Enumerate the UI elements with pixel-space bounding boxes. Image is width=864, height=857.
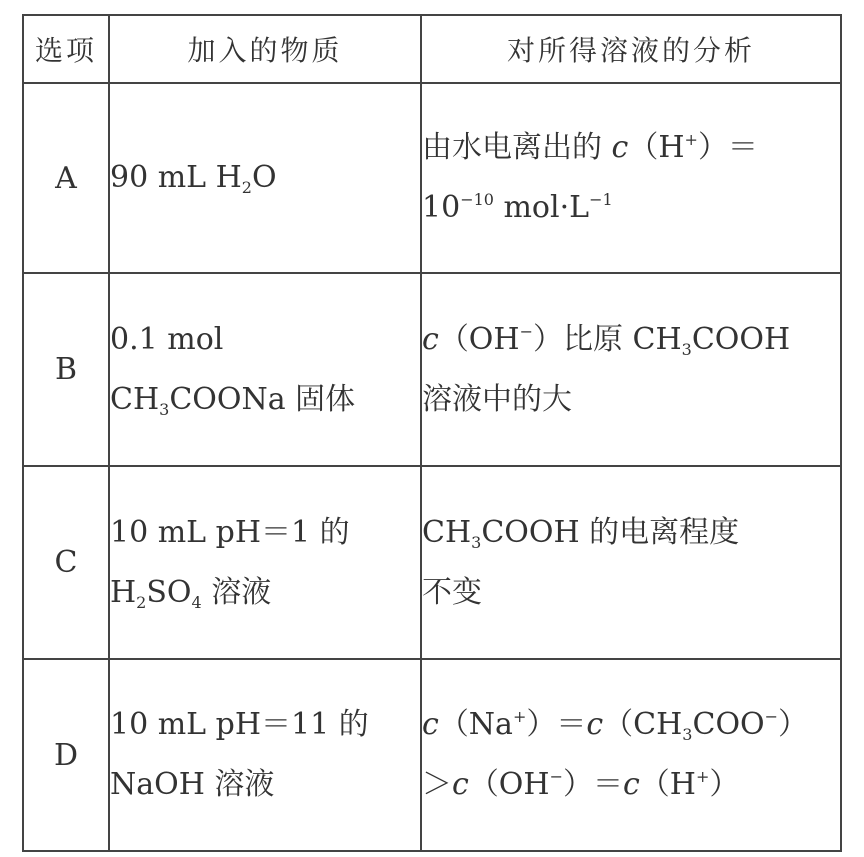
substance-c: [109, 466, 421, 659]
analysis-a-line2: $10^{-10}$ $mol\cdot L^{-1}$: [422, 190, 613, 225]
options-table: [22, 14, 842, 852]
substance-b: [109, 273, 421, 466]
analysis-d-line1: $c(Na^+)=c(CH_3COO^-)$: [422, 707, 809, 744]
analysis-a-line1: 由水电离出的 c（H+）＝: [422, 130, 758, 165]
analysis-c: [421, 466, 841, 659]
option-a: A: [23, 83, 109, 273]
analysis-b-line2: 溶液中的大: [422, 381, 572, 417]
substance-a: [109, 83, 421, 273]
table-row-d: [23, 659, 841, 851]
analysis-b: [421, 273, 841, 466]
substance-d-line1: 10 mL pH＝11 的: [110, 707, 369, 742]
analysis-d: [421, 659, 841, 851]
substance-d: [109, 659, 421, 851]
header-option: 选项: [23, 15, 109, 83]
option-d: D: [23, 659, 109, 851]
substance-a-line1: 90 mL $H_2O$: [110, 160, 277, 197]
analysis-b-line1: c（OH−）比原 $CH_3COOH$: [422, 321, 791, 359]
substance-d-line2: NaOH 溶液: [110, 767, 275, 802]
analysis-c-line2: 不变: [422, 574, 482, 610]
substance-c-line2: $H_2SO_4$ 溶液: [110, 574, 272, 612]
option-c: C: [23, 466, 109, 659]
substance-b-line2: $CH_3COONa$ 固体: [110, 381, 356, 419]
analysis-a: [421, 83, 841, 273]
analysis-c-line1: $CH_3COOH$ 的电离程度: [422, 514, 740, 552]
substance-b-line1: 0.1 mol: [110, 321, 224, 357]
option-b: B: [23, 273, 109, 466]
header-analysis: 对所得溶液的分析: [421, 15, 841, 83]
table-row-b: [23, 273, 841, 466]
table-row-a: [23, 83, 841, 273]
header-substance: 加入的物质: [109, 15, 421, 83]
header-row: [23, 15, 841, 83]
table-row-c: [23, 466, 841, 659]
analysis-d-line2: ＞c（OH−）＝c（H+）: [422, 767, 740, 802]
substance-c-line1: 10 mL pH＝1 的: [110, 514, 350, 550]
